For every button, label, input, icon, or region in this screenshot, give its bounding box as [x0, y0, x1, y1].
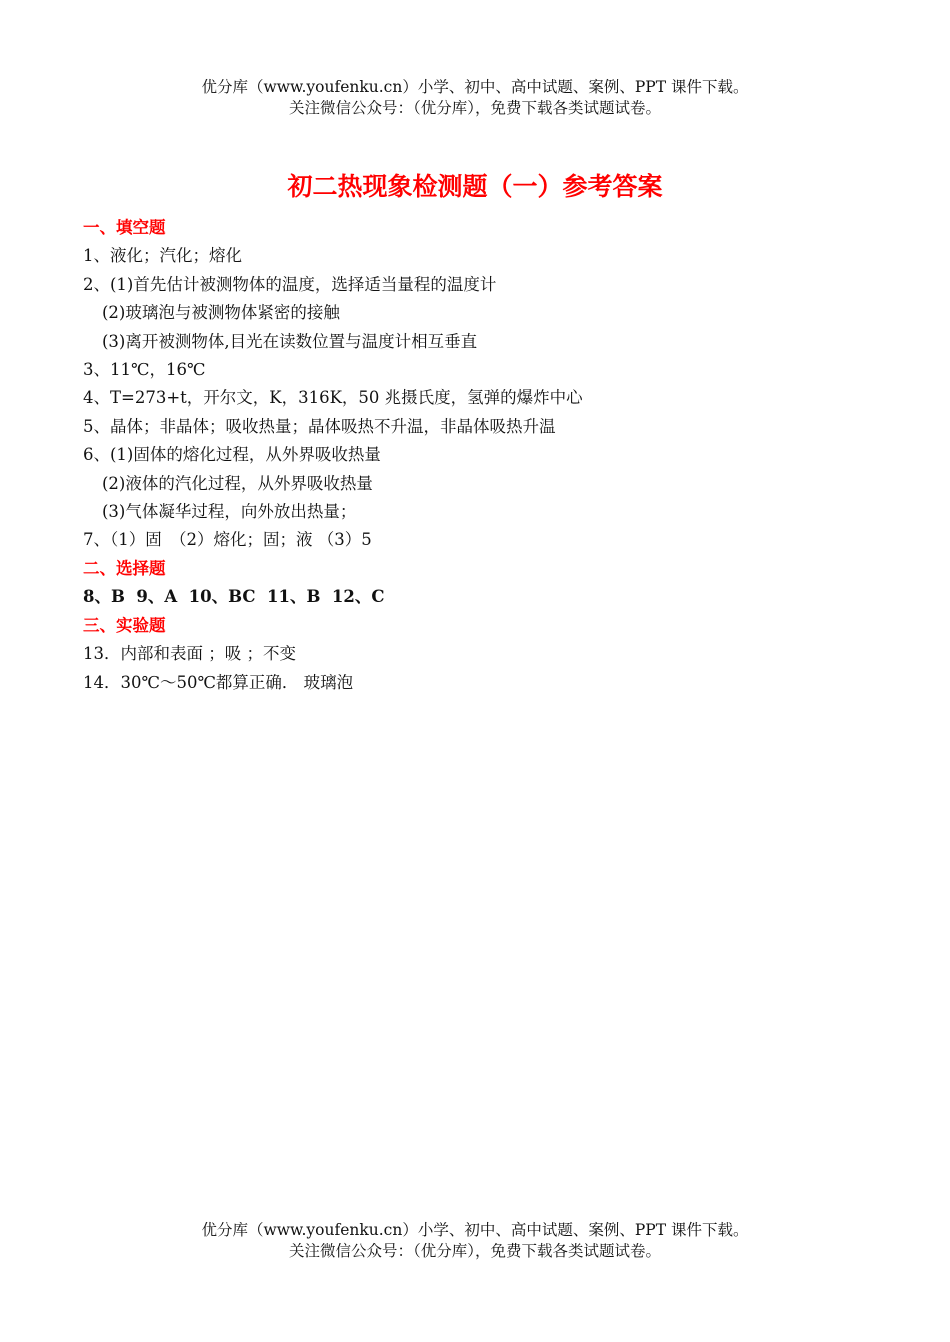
answer-line: 5、晶体；非晶体；吸收热量；晶体吸热不升温，非晶体吸热升温 — [83, 416, 556, 436]
choice-answers-line: 8、B 9、A 10、BC 11、B 12、C — [83, 587, 385, 607]
section-heading-fill-in: 一、填空题 — [83, 218, 166, 237]
header-line-1: 优分库（www.youfenku.cn）小学、初中、高中试题、案例、PPT 课件下载。 — [201, 78, 749, 96]
document-title: 初二热现象检测题（一）参考答案 — [287, 172, 663, 201]
page-footer — [0, 1220, 950, 1262]
section-heading-experiment: 三、实验题 — [83, 615, 166, 635]
answer-line: (3)离开被测物体,目光在读数位置与温度计相互垂直 — [102, 331, 478, 351]
answer-line: (2)玻璃泡与被测物体紧密的接触 — [102, 303, 340, 323]
answer-line: 4、T=273+t，开尔文，K，316K，50 兆摄氏度，氢弹的爆炸中心 — [83, 388, 583, 408]
answer-line: 2、(1)首先估计被测物体的温度，选择适当量程的温度计 — [83, 274, 497, 294]
answer-line: 14．30℃～50℃都算正确． 玻璃泡 — [83, 672, 354, 692]
answer-line: 6、(1)固体的熔化过程，从外界吸收热量 — [83, 445, 381, 465]
answer-line: 1、液化；汽化；熔化 — [83, 246, 242, 266]
answer-line: 13．内部和表面 ；吸 ；不变 — [83, 644, 296, 664]
document-body — [83, 214, 883, 697]
page-header — [0, 77, 950, 119]
answer-line: 7、（1）固 （2）熔化；固；液 （3）5 — [83, 530, 372, 550]
answer-line: (2)液体的汽化过程，从外界吸收热量 — [102, 473, 373, 493]
answer-line: 3、11℃，16℃ — [83, 360, 206, 380]
footer-line-1: 优分库（www.youfenku.cn）小学、初中、高中试题、案例、PPT 课件下载。 — [201, 1221, 749, 1239]
header-line-2: 关注微信公众号：（优分库），免费下载各类试题试卷。 — [288, 99, 661, 117]
footer-line-2: 关注微信公众号：（优分库），免费下载各类试题试卷。 — [288, 1242, 661, 1260]
answer-line: (3)气体凝华过程，向外放出热量； — [102, 502, 357, 522]
section-heading-multiple-choice: 二、选择题 — [83, 558, 166, 578]
